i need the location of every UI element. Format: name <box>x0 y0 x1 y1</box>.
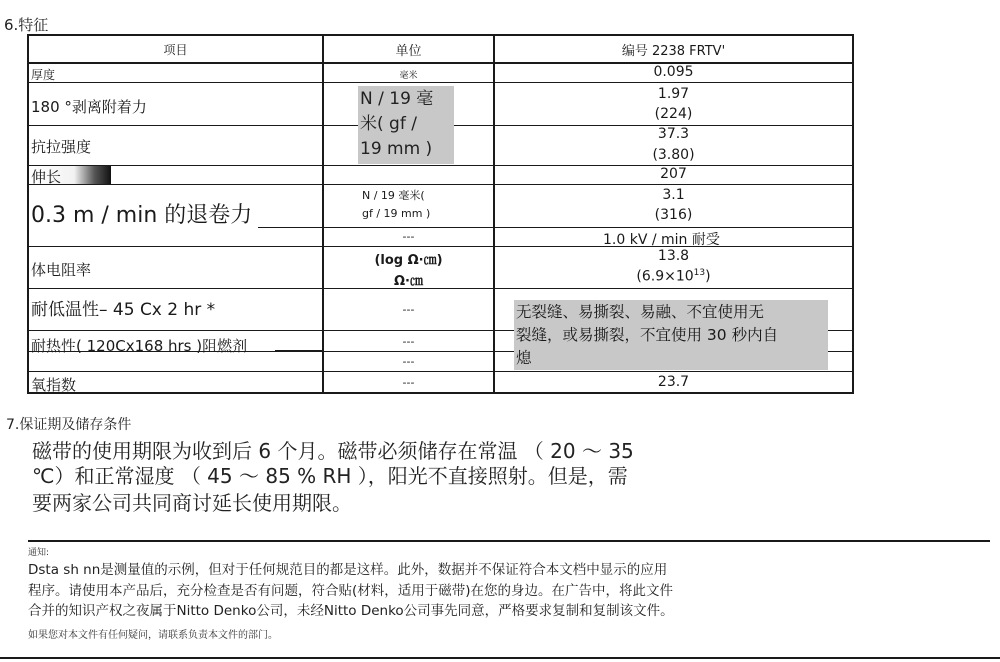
table-rule <box>27 82 853 83</box>
row-oxygen-value: 23.7 <box>657 374 690 390</box>
row-tensile-item: 抗拉强度 <box>31 138 92 156</box>
row-oxygen-unit: --- <box>402 376 415 389</box>
header-item: 项目 <box>163 43 188 57</box>
row-unwind-item: 0.3 m / min 的退卷力 <box>31 203 253 228</box>
row-thickness-item: 厚度 <box>31 68 56 82</box>
page-bottom-border <box>0 657 1000 659</box>
notice-line-2: 程序。请使用本产品后，充分检查是否有问题，符合贴(材料，适用于磁带)在您的身边。在广告中，将此文件 <box>28 583 674 599</box>
table-border-left <box>27 34 29 394</box>
row-elongation-value: 207 <box>660 166 687 182</box>
row-thickness-value: 0.095 <box>653 64 694 80</box>
row-lowtemp-result: 无裂缝、易撕裂、易融、不宜使用无 裂缝，或易撕裂，不宜使用 30 秒内自 熄 <box>516 303 779 367</box>
storage-text-line-1: 磁带的使用期限为收到后 6 个月。磁带必须储存在常温 （ 20 ～ 35 <box>32 439 634 463</box>
row-elongation-item: 伸长 <box>31 168 62 186</box>
table-border-bottom <box>27 392 853 394</box>
notice-footer: 如果您对本文件有任何疑问，请联系负责本文件的部门。 <box>28 630 278 641</box>
row-heat-item: 耐热性( 120Cx168 hrs )阻燃剂 <box>31 337 248 355</box>
resistivity-mantissa: (6.9×10 <box>636 268 694 285</box>
row-peel-unit: N / 19 毫 米( gf / 19 mm ) <box>360 89 434 159</box>
resistivity-exponent: 13 <box>693 268 706 278</box>
row-resistivity-item: 体电阻率 <box>31 261 92 279</box>
section-6-title: 6.特征 <box>4 16 49 34</box>
row-unwind-unit: N / 19 毫米( gf / 19 mm ) <box>362 189 431 220</box>
row-voltage-value: 1.0 kV / min 耐受 <box>603 232 720 248</box>
row-voltage-unit: --- <box>402 230 415 243</box>
row-tensile-value-kgf: (3.80) <box>652 147 695 163</box>
table-border-right <box>852 34 854 394</box>
table-rule <box>27 371 853 372</box>
notice-divider <box>28 540 990 542</box>
row-resistivity-value-exp <box>495 268 852 285</box>
row-heat-unit: --- <box>402 335 415 348</box>
notice-line-1: Dsta sh nn是测量值的示例，但对于任何规范目的都是这样。此外，数据并不保证符合本文档中显示的应用 <box>28 562 668 578</box>
storage-text-line-2: ℃）和正常湿度 （ 45 ～ 85 % RH ），阳光不直接照射。但是，需 <box>32 464 628 488</box>
row-resistivity-unit-log: (log Ω·㎝) <box>374 253 443 268</box>
row-resistivity-unit: Ω·㎝ <box>394 274 423 289</box>
row-peel-value: 1.97 <box>657 86 690 102</box>
notice-label: 通知: <box>28 548 50 558</box>
row-peel-item: 180 °剥离附着力 <box>31 98 147 116</box>
header-unit: 单位 <box>395 44 422 59</box>
table-rule <box>27 246 853 247</box>
resistivity-close: ) <box>705 268 711 285</box>
row-resistivity-value: 13.8 <box>657 248 690 264</box>
row-lowtemp-unit: --- <box>402 303 415 316</box>
table-border-top <box>27 34 853 36</box>
row-unwind-value: 3.1 <box>662 187 685 203</box>
section-7-title: 7.保证期及储存条件 <box>6 417 132 433</box>
row-unwind-value-gf: (316) <box>654 207 693 223</box>
storage-text-line-3: 要两家公司共同商讨延长使用期限。 <box>32 491 352 515</box>
row-thickness-unit: 毫米 <box>399 71 418 81</box>
row-tensile-value: 37.3 <box>657 126 690 142</box>
table-rule <box>258 227 853 228</box>
header-code: 编号 2238 FRTV' <box>621 44 726 59</box>
row-peel-value-gf: (224) <box>654 106 693 122</box>
heat-underline <box>275 350 322 351</box>
table-rule <box>27 184 853 185</box>
notice-line-3: 合并的知识产权之夜属于Nitto Denko公司，未经Nitto Denko公司事先同意，严格要求复制和复制该文件。 <box>28 603 674 619</box>
row-blank-unit: --- <box>402 355 415 368</box>
row-lowtemp-item: 耐低温性– 45 Cx 2 hr * <box>31 300 216 320</box>
row-oxygen-item: 氧指数 <box>31 376 77 394</box>
unwind-underline <box>258 227 322 228</box>
